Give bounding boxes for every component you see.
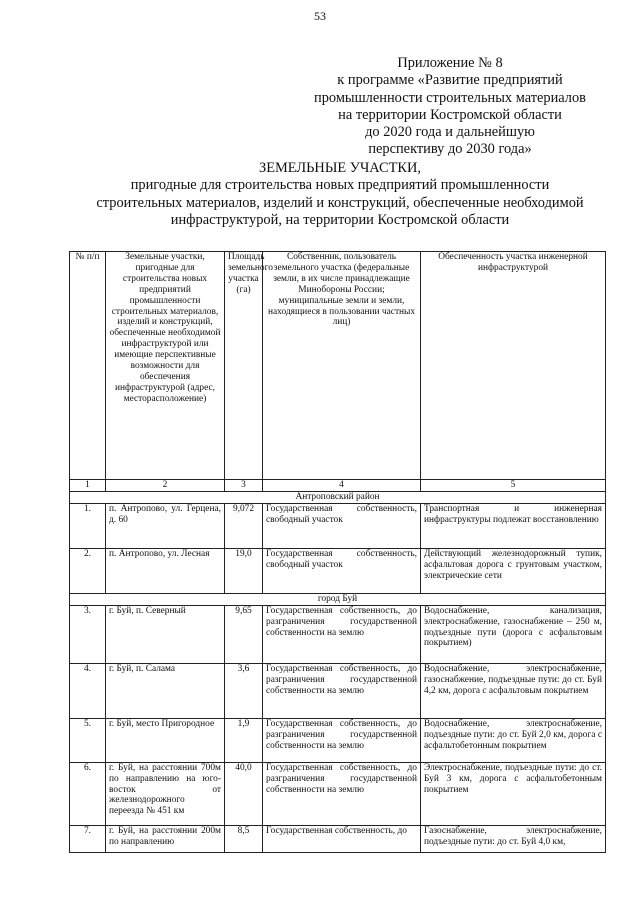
land-plots-table <box>69 251 606 853</box>
row-owner: Государственная собственность, свободный участок <box>263 548 421 593</box>
page-number: 53 <box>314 9 326 23</box>
section-row <box>70 491 606 503</box>
row-owner: Государственная собственность, свободный участок <box>263 503 421 548</box>
header-num: № п/п <box>70 252 106 480</box>
row-infrastructure: Водоснабжение, электроснабжение, газоснабжение, подъездные пути: до ст. Буй 4,2 км, дорога с асфальтовым покрытием <box>421 663 606 718</box>
row-infrastructure: Транспортная и инженерная инфраструктуры подлежат восстановлению <box>421 503 606 548</box>
table-row <box>70 503 606 548</box>
row-area: 8,5 <box>225 825 263 852</box>
row-area: 3,6 <box>225 663 263 718</box>
row-number: 3. <box>70 605 106 663</box>
title-main: ЗЕМЕЛЬНЫЕ УЧАСТКИ, <box>259 160 421 176</box>
row-owner: Государственная собственность, до <box>263 825 421 852</box>
title-line: строительных материалов, изделий и конструкций, обеспеченные необходимой <box>96 194 584 211</box>
row-address: г. Буй, п. Северный <box>106 605 225 663</box>
row-number: 7. <box>70 825 106 852</box>
row-area: 19,0 <box>225 548 263 593</box>
row-area: 40,0 <box>225 762 263 825</box>
table-header-row <box>70 252 606 480</box>
column-number: 5 <box>421 480 606 492</box>
section-name: Антроповский район <box>70 491 606 503</box>
title-line: пригодные для строительства новых предприятий промышленности <box>130 177 550 194</box>
header-owner: Собственник, пользователь земельного участка (федеральные земли, в их числе принадлежащие Минобороны России; муниципальные земли и земли, находящиеся в пользовании частных лиц) <box>263 252 421 480</box>
row-address: г. Буй, на расстоянии 200м по направлению <box>106 825 225 852</box>
table-row <box>70 718 606 762</box>
appendix-block <box>300 55 600 159</box>
column-number-row <box>70 480 606 492</box>
row-number: 1. <box>70 503 106 548</box>
row-infrastructure: Действующий железнодорожный тупик, асфальтовая дорога с грунтовым участком, электрические сети <box>421 548 606 593</box>
row-number: 2. <box>70 548 106 593</box>
row-infrastructure: Газоснабжение, электроснабжение, подъездные пути: до ст. Буй 4,0 км, <box>421 825 606 852</box>
table-row <box>70 762 606 825</box>
row-owner: Государственная собственность, до разграничения государственной собственности на землю <box>263 605 421 663</box>
row-address: п. Антропово, ул. Герцена, д. 60 <box>106 503 225 548</box>
table-row <box>70 825 606 852</box>
appendix-line: перспективу до 2030 года» <box>368 141 532 158</box>
column-number: 3 <box>225 480 263 492</box>
title-line: инфраструктурой, на территории Костромской области <box>170 211 510 228</box>
row-infrastructure: Электроснабжение, подъездные пути: до ст. Буй 3 км, дорога с асфальтобетонным покрытием <box>421 762 606 825</box>
row-address: п. Антропово, ул. Лесная <box>106 548 225 593</box>
row-number: 5. <box>70 718 106 762</box>
appendix-line: промышленности строительных материалов <box>314 89 586 106</box>
table-row <box>70 548 606 593</box>
row-area: 9,65 <box>225 605 263 663</box>
row-area: 1,9 <box>225 718 263 762</box>
appendix-line: до 2020 года и дальнейшую <box>365 124 535 141</box>
section-row <box>70 593 606 605</box>
row-infrastructure: Водоснабжение, электроснабжение, подъездные пути: до ст. Буй 2,0 км, дорога с асфальтобетонным покрытием <box>421 718 606 762</box>
document-title <box>50 160 630 229</box>
row-address: г. Буй, место Пригородное <box>106 718 225 762</box>
appendix-line: к программе «Развитие предприятий <box>337 72 563 89</box>
row-owner: Государственная собственность, до разграничения государственной собственности на землю <box>263 718 421 762</box>
column-number: 1 <box>70 480 106 492</box>
row-address: г. Буй, п. Салама <box>106 663 225 718</box>
row-number: 4. <box>70 663 106 718</box>
column-number: 4 <box>263 480 421 492</box>
column-number: 2 <box>106 480 225 492</box>
row-infrastructure: Водоснабжение, канализация, электроснабжение, газоснабжение – 250 м, подъездные пути (дорога с асфальтовым покрытием) <box>421 605 606 663</box>
row-area: 9,072 <box>225 503 263 548</box>
row-owner: Государственная собственность, до разграничения государственной собственности на землю <box>263 663 421 718</box>
table-row <box>70 663 606 718</box>
appendix-line: Приложение № 8 <box>397 55 503 71</box>
row-owner: Государственная собственность, до разграничения государственной собственности на землю <box>263 762 421 825</box>
header-infrastructure: Обеспеченность участка инженерной инфраструктурой <box>421 252 606 480</box>
section-name: город Буй <box>70 593 606 605</box>
header-area: Площадь земельного участка (га) <box>225 252 263 480</box>
appendix-line: на территории Костромской области <box>338 106 562 123</box>
row-number: 6. <box>70 762 106 825</box>
header-address: Земельные участки, пригодные для строительства новых предприятий промышленности строительных материалов, изделий и конструкций, обеспеченные необходимой инфраструктурой или имеющие перспективные возможности для обеспечения инфраструктурой (адрес, месторасположение) <box>106 252 225 480</box>
row-address: г. Буй, на расстоянии 700м по направлению на юго-восток от железнодорожного переезда № 451 км <box>106 762 225 825</box>
table-row <box>70 605 606 663</box>
